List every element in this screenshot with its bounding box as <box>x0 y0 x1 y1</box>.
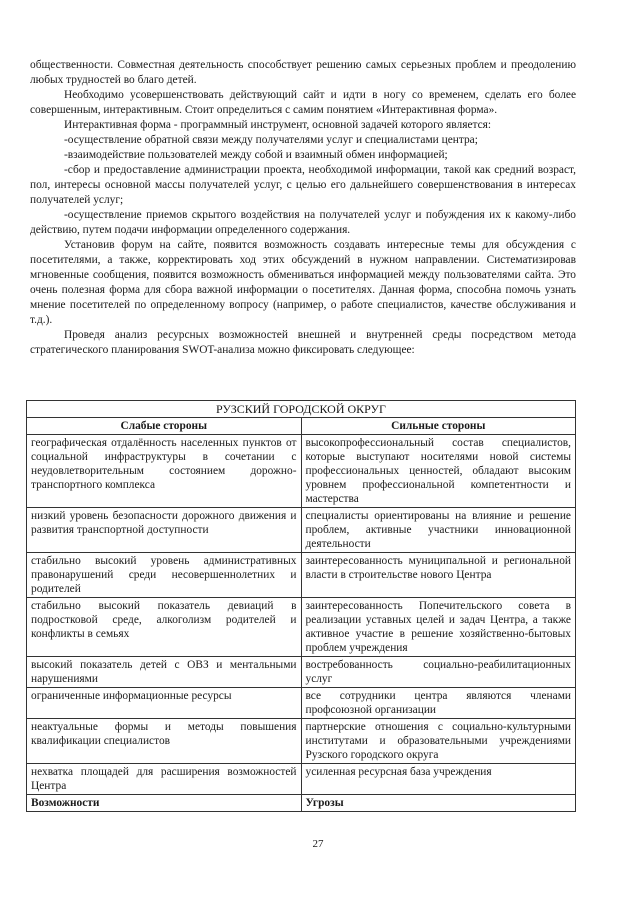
paragraph: Интерактивная форма - программный инструмент, основной задачей которого является: <box>64 119 492 131</box>
weak-header: Слабые стороны <box>27 418 302 435</box>
table-row <box>27 764 576 795</box>
table-row <box>27 435 576 508</box>
threats-header: Угрозы <box>301 795 576 812</box>
strong-cell: партнерские отношения с социально-культурными институтами и образовательными учреждениями Рузского городского округа <box>301 719 576 764</box>
opportunities-header: Возможности <box>27 795 302 812</box>
weak-cell: неактуальные формы и методы повышения квалификации специалистов <box>27 719 302 764</box>
strong-cell: усиленная ресурсная база учреждения <box>301 764 576 795</box>
list-item: -осуществление обратной связи между получателями услуг и специалистами центра; <box>64 134 478 146</box>
table-row <box>27 688 576 719</box>
weak-cell: стабильно высокий уровень административных правонарушений среди несовершеннолетних и родителей <box>27 553 302 598</box>
weak-cell: географическая отдалённость населенных пунктов от социальной инфраструктуры в сочетании с неудовлетворительным состоянием дорожно-транспортного комплекса <box>27 435 302 508</box>
strong-cell: заинтересованность муниципальной и региональной власти в строительстве нового Центра <box>301 553 576 598</box>
list-item: -взаимодействие пользователей между собой и взаимный обмен информацией; <box>64 149 448 161</box>
swot-table <box>26 400 576 812</box>
table-row <box>27 508 576 553</box>
strong-cell: высокопрофессиональный состав специалистов, которые выступают носителями новой системы профессиональных ценностей, обладают высоким уровнем профессиональной компетентности и мастерства <box>301 435 576 508</box>
paragraph: Необходимо усовершенствовать действующий сайт и идти в ногу со временем, сделать его более совершенным, интерактивным. Стоит определиться с самим понятием «Интерактивная форма». <box>30 89 576 116</box>
list-item: -осуществление приемов скрытого воздействия на получателей услуг и побуждения их к какому-либо действию, путем подачи информации определенного содержания. <box>30 209 576 236</box>
table-row <box>27 795 576 812</box>
paragraph: Проведя анализ ресурсных возможностей внешней и внутренней среды посредством метода стратегического планирования SWOT-анализа можно фиксировать следующее: <box>30 329 576 356</box>
table-row <box>27 719 576 764</box>
strong-cell: специалисты ориентированы на влияние и решение проблем, активные участники инновационной деятельности <box>301 508 576 553</box>
strong-cell: востребованность социально-реабилитационных услуг <box>301 657 576 688</box>
paragraph: Установив форум на сайте, появится возможность создавать интересные темы для обсуждения с посетителями, а также, корректировать ход этих обсуждений в нужном направлении. Систематизировав мгновенные сообщения, появится возможность обмениваться информацией между пользователями сайта. Это очень полезная форма для сбора важной информации о посетителях. Данная форма, способна помочь узнать мнение посетителей по определенному вопросу (например, о работе специалистов, качестве обслуживания и т.д.). <box>30 239 576 326</box>
weak-cell: стабильно высокий показатель девиаций в подростковой среде, алкоголизм родителей и конфликты в семьях <box>27 598 302 657</box>
page-number: 27 <box>312 838 324 850</box>
weak-cell: нехватка площадей для расширения возможностей Центра <box>27 764 302 795</box>
weak-cell: высокий показатель детей с ОВЗ и ментальными нарушениями <box>27 657 302 688</box>
table-row <box>27 598 576 657</box>
table-row <box>27 657 576 688</box>
table-title: РУЗСКИЙ ГОРОДСКОЙ ОКРУГ <box>27 401 576 418</box>
weak-cell: низкий уровень безопасности дорожного движения и развития транспортной доступности <box>27 508 302 553</box>
strong-cell: все сотрудники центра являются членами профсоюзной организации <box>301 688 576 719</box>
paragraph: общественности. Совместная деятельность способствует решению самых серьезных проблем и преодолению любых трудностей во благо детей. <box>30 59 576 86</box>
table-row <box>27 553 576 598</box>
document-body <box>30 58 576 358</box>
weak-cell: ограниченные информационные ресурсы <box>27 688 302 719</box>
strong-header: Сильные стороны <box>301 418 576 435</box>
list-item: -сбор и предоставление администрации проекта, необходимой информации, такой как средний возраст, пол, интересы основной массы получателей услуг, с целью его дальнейшего совершенствования в интересах получателей услуг; <box>30 164 576 206</box>
strong-cell: заинтересованность Попечительского совета в реализации уставных целей и задач Центра, а также активное участие в решение хозяйственно-бытовых проблем учреждения <box>301 598 576 657</box>
